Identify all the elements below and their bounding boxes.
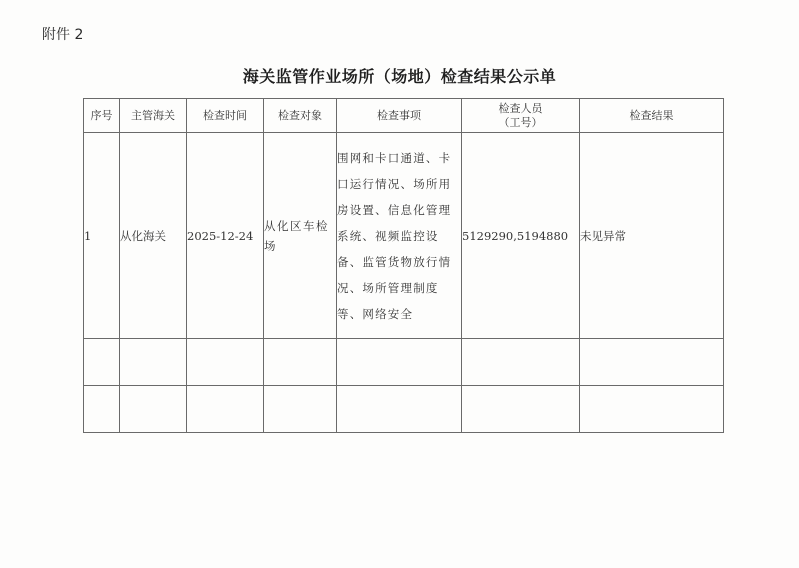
cell-result: 未见异常 bbox=[580, 133, 724, 339]
table-header-row bbox=[84, 99, 724, 133]
empty-cell bbox=[580, 386, 724, 433]
inspection-result-table bbox=[83, 98, 724, 433]
empty-cell bbox=[84, 386, 120, 433]
empty-cell bbox=[187, 339, 264, 386]
empty-cell bbox=[264, 386, 337, 433]
header-object: 检查对象 bbox=[264, 99, 337, 133]
table-row bbox=[84, 133, 724, 339]
header-staff-line1: 检查人员 bbox=[498, 101, 543, 115]
empty-cell bbox=[187, 386, 264, 433]
cell-index: 1 bbox=[84, 133, 120, 339]
header-items: 检查事项 bbox=[337, 99, 462, 133]
empty-cell bbox=[84, 339, 120, 386]
empty-cell bbox=[462, 339, 580, 386]
empty-cell bbox=[580, 339, 724, 386]
table-row-empty bbox=[84, 386, 724, 433]
header-time: 检查时间 bbox=[187, 99, 264, 133]
header-result: 检查结果 bbox=[580, 99, 724, 133]
table-row-empty bbox=[84, 339, 724, 386]
cell-items: 围网和卡口通道、卡口运行情况、场所用房设置、信息化管理系统、视频监控设备、监管货物放行情况、场所管理制度等、网络安全 bbox=[337, 133, 462, 339]
header-staff-line2: （工号） bbox=[498, 115, 543, 129]
empty-cell bbox=[264, 339, 337, 386]
empty-cell bbox=[120, 386, 187, 433]
header-index: 序号 bbox=[84, 99, 120, 133]
empty-cell bbox=[120, 339, 187, 386]
attachment-label: 附件 2 bbox=[42, 27, 84, 43]
cell-customs: 从化海关 bbox=[120, 133, 187, 339]
cell-object: 从化区车检场 bbox=[264, 133, 337, 339]
empty-cell bbox=[337, 386, 462, 433]
cell-staff: 5129290,5194880 bbox=[462, 133, 580, 339]
cell-time: 2025-12-24 bbox=[187, 133, 264, 339]
header-customs: 主管海关 bbox=[120, 99, 187, 133]
header-staff bbox=[462, 99, 580, 133]
page-title: 海关监管作业场所（场地）检查结果公示单 bbox=[242, 67, 557, 86]
empty-cell bbox=[337, 339, 462, 386]
empty-cell bbox=[462, 386, 580, 433]
